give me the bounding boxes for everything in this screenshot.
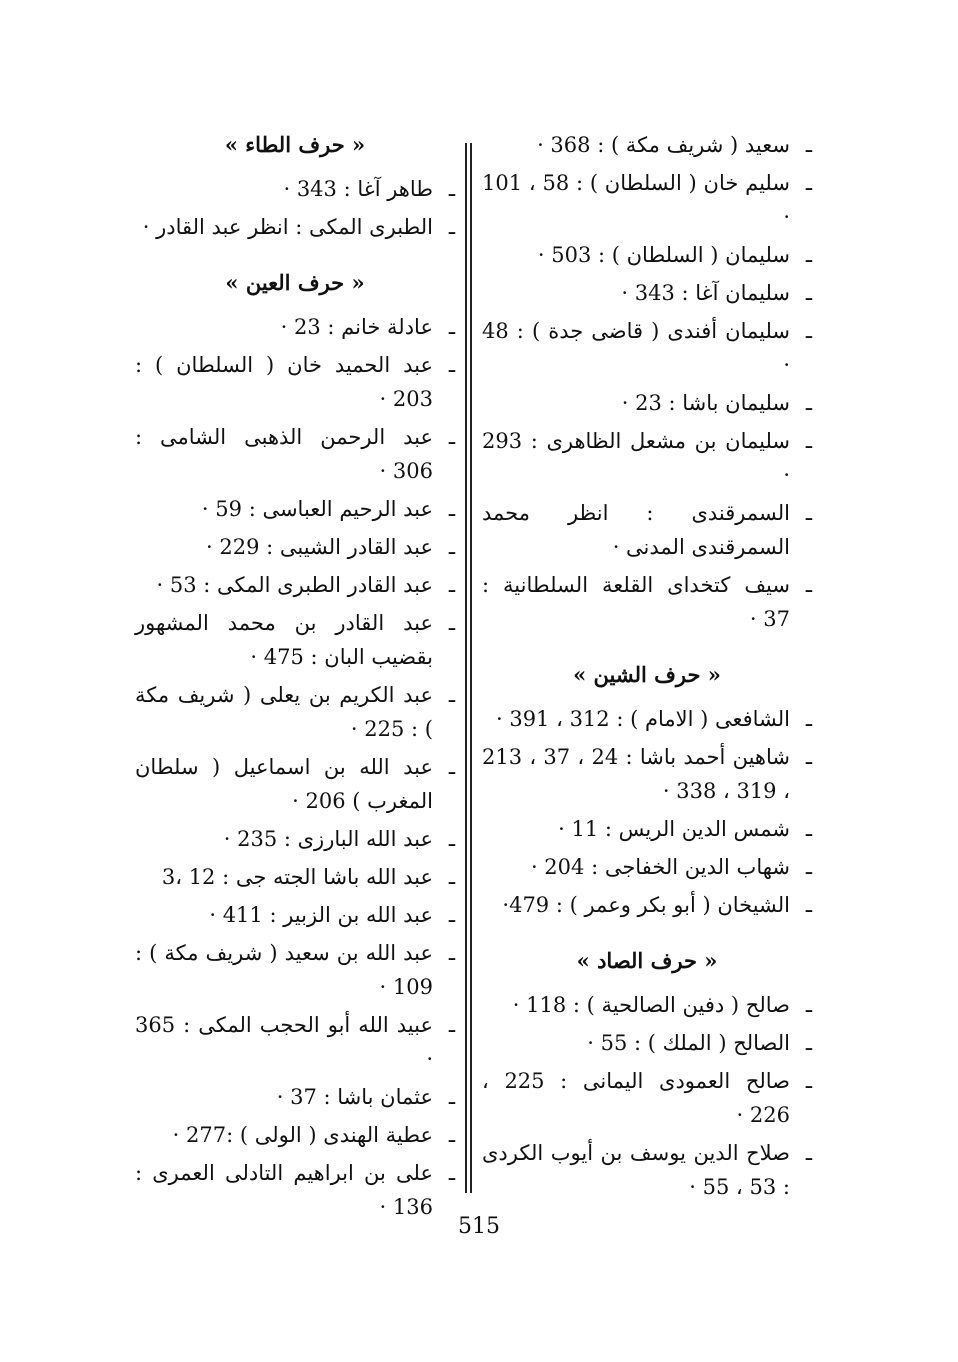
section-heading-shin: « حرف الشين »	[573, 662, 721, 687]
index-entry	[482, 702, 812, 736]
entry-text: الشافعى ( الامام ) : 312 ، 391 ·	[495, 707, 790, 731]
entry-text: الصالح ( الملك ) : 55 ·	[587, 1031, 790, 1055]
entry-text: شهاب الدين الخفاجى : 204 ·	[530, 855, 790, 879]
index-entry	[135, 1008, 455, 1076]
entry-text: سعيد ( شريف مكة ) : 368 ·	[537, 133, 790, 157]
entry-dash: ـ	[805, 429, 812, 453]
entry-text: عبد الله البارزى : 235 ·	[223, 827, 433, 851]
index-entry	[482, 166, 812, 234]
entry-text: عبد الله بن سعيد ( شريف مكة ) : 109 ·	[135, 941, 433, 999]
entry-text: صالح ( دفين الصالحية ) : 118 ·	[512, 993, 790, 1017]
entry-text: عبد القادر الشيبى : 229 ·	[205, 535, 433, 559]
entry-text: سليمان بن مشعل الظاهرى : 293 ·	[482, 429, 790, 487]
index-entry	[135, 172, 455, 206]
column-divider-line	[470, 143, 472, 1193]
index-entry	[482, 568, 812, 636]
entry-dash: ـ	[448, 755, 455, 779]
entry-dash: ـ	[805, 993, 812, 1017]
entry-text: عطية الهندى ( الولى ) :277 ·	[172, 1123, 433, 1147]
entry-dash: ـ	[448, 1013, 455, 1037]
entry-dash: ـ	[448, 683, 455, 707]
entry-dash: ـ	[805, 501, 812, 525]
entry-dash: ـ	[448, 611, 455, 635]
index-entry	[482, 850, 812, 884]
entry-text: عبد الكريم بن يعلى ( شريف مكة ) : 225 ·	[135, 683, 433, 741]
index-entry	[482, 424, 812, 492]
index-entry	[135, 420, 455, 488]
index-entry	[482, 812, 812, 846]
index-entry	[482, 1136, 812, 1204]
index-entry	[135, 210, 455, 244]
entry-dash: ـ	[448, 215, 455, 239]
entry-text: عبد القادر بن محمد المشهور بقضيب البان : 475 ·	[135, 611, 433, 669]
index-entry	[135, 348, 455, 416]
entry-group-ta	[135, 172, 455, 244]
entry-text: عثمان باشا : 37 ·	[276, 1085, 433, 1109]
entry-dash: ـ	[805, 707, 812, 731]
index-entry	[135, 750, 455, 818]
entry-text: سليمان أفندى ( قاضى جدة ) : 48 ·	[482, 319, 790, 377]
entry-dash: ـ	[805, 1031, 812, 1055]
index-entry	[482, 314, 812, 382]
entry-text: عبد الحميد خان ( السلطان ) : 203 ·	[135, 353, 433, 411]
entry-text: عبد الله بن الزبير : 411 ·	[209, 903, 433, 927]
entry-dash: ـ	[448, 903, 455, 927]
index-entry	[135, 936, 455, 1004]
entry-text: السمرقندى : انظر محمد السمرقندى المدنى ·	[482, 501, 790, 559]
entry-group-ain	[135, 310, 455, 1224]
entry-text: عبيد الله أبو الحجب المكى : 365 ·	[135, 1013, 433, 1071]
index-entry	[135, 822, 455, 856]
entry-text: شمس الدين الريس : 11 ·	[558, 817, 790, 841]
section-heading-sad: « حرف الصاد »	[576, 948, 718, 973]
entry-text: عبد الله باشا الجته جى : 12 ،3	[161, 865, 433, 889]
section-heading-ain: « حرف العين »	[225, 270, 365, 295]
entry-text: عبد الله بن اسماعيل ( سلطان المغرب ) 206 ·	[135, 755, 433, 813]
entry-dash: ـ	[805, 281, 812, 305]
index-entry	[482, 1064, 812, 1132]
entry-text: سيف كتخداى القلعة السلطانية : 37 ·	[482, 573, 790, 631]
entry-dash: ـ	[805, 855, 812, 879]
entry-text: سليمان آغا : 343 ·	[621, 281, 790, 305]
index-entry	[135, 492, 455, 526]
entry-dash: ـ	[448, 573, 455, 597]
column-divider-line	[465, 143, 467, 1193]
entry-dash: ـ	[805, 391, 812, 415]
index-column-left	[135, 128, 455, 1228]
index-entry	[482, 496, 812, 564]
index-entry	[482, 740, 812, 808]
entry-dash: ـ	[805, 745, 812, 769]
entry-dash: ـ	[448, 827, 455, 851]
index-entry	[482, 386, 812, 420]
index-entry	[482, 238, 812, 272]
entry-text: عبد القادر الطبرى المكى : 53 ·	[156, 573, 433, 597]
entry-text: صلاح الدين يوسف بن أيوب الكردى : 53 ، 55 ·	[482, 1141, 790, 1199]
entry-dash: ـ	[805, 133, 812, 157]
entry-group-shin	[482, 702, 812, 922]
entry-text: عبد الرحمن الذهبى الشامى : 306 ·	[135, 425, 433, 483]
entry-text: صالح العمودى اليمانى : 225 ، 226 ·	[482, 1069, 791, 1127]
entry-dash: ـ	[805, 171, 812, 195]
entry-dash: ـ	[448, 425, 455, 449]
index-entry	[135, 310, 455, 344]
index-entry	[135, 568, 455, 602]
entry-text: سليمان باشا : 23 ·	[621, 391, 790, 415]
entry-dash: ـ	[805, 573, 812, 597]
entry-dash: ـ	[448, 315, 455, 339]
index-column-right	[482, 128, 812, 1208]
entry-dash: ـ	[448, 535, 455, 559]
entry-dash: ـ	[448, 497, 455, 521]
page-number: 515	[458, 1214, 500, 1239]
index-entry	[135, 860, 455, 894]
entry-group-sad	[482, 988, 812, 1204]
section-heading-ta: « حرف الطاء »	[224, 132, 366, 157]
entry-dash: ـ	[448, 1161, 455, 1185]
entry-dash: ـ	[805, 893, 812, 917]
index-entry	[482, 988, 812, 1022]
index-entry	[135, 1080, 455, 1114]
entry-text: الشيخان ( أبو بكر وعمر ) : 479·	[502, 893, 790, 917]
index-entry	[135, 530, 455, 564]
entry-text: طاهر آغا : 343 ·	[283, 177, 433, 201]
entry-dash: ـ	[805, 1069, 812, 1093]
entry-dash: ـ	[448, 941, 455, 965]
entry-dash: ـ	[448, 177, 455, 201]
index-entry	[135, 678, 455, 746]
index-entry	[482, 276, 812, 310]
entry-dash: ـ	[448, 1085, 455, 1109]
entry-text: عبد الرحيم العباسى : 59 ·	[201, 497, 433, 521]
entry-dash: ـ	[805, 817, 812, 841]
entry-dash: ـ	[448, 1123, 455, 1147]
entry-text: الطبرى المكى : انظر عبد القادر ·	[142, 215, 433, 239]
index-entry	[482, 1026, 812, 1060]
index-entry	[482, 128, 812, 162]
index-entry	[482, 888, 812, 922]
entry-text: عادلة خانم : 23 ·	[280, 315, 433, 339]
entry-dash: ـ	[448, 353, 455, 377]
entry-dash: ـ	[448, 865, 455, 889]
index-entry	[135, 1118, 455, 1152]
index-entry	[135, 898, 455, 932]
entry-text: على بن ابراهيم التادلى العمرى : 136 ·	[135, 1161, 433, 1219]
entry-text: سليم خان ( السلطان ) : 58 ، 101 ·	[482, 171, 790, 229]
entry-dash: ـ	[805, 319, 812, 343]
entry-dash: ـ	[805, 1141, 812, 1165]
entry-text: سليمان ( السلطان ) : 503 ·	[537, 243, 790, 267]
index-entry	[135, 606, 455, 674]
entry-text: شاهين أحمد باشا : 24 ، 37 ، 213 ، 319 ، 338 ·	[482, 745, 790, 803]
entry-group-sin	[482, 128, 812, 636]
entry-dash: ـ	[805, 243, 812, 267]
